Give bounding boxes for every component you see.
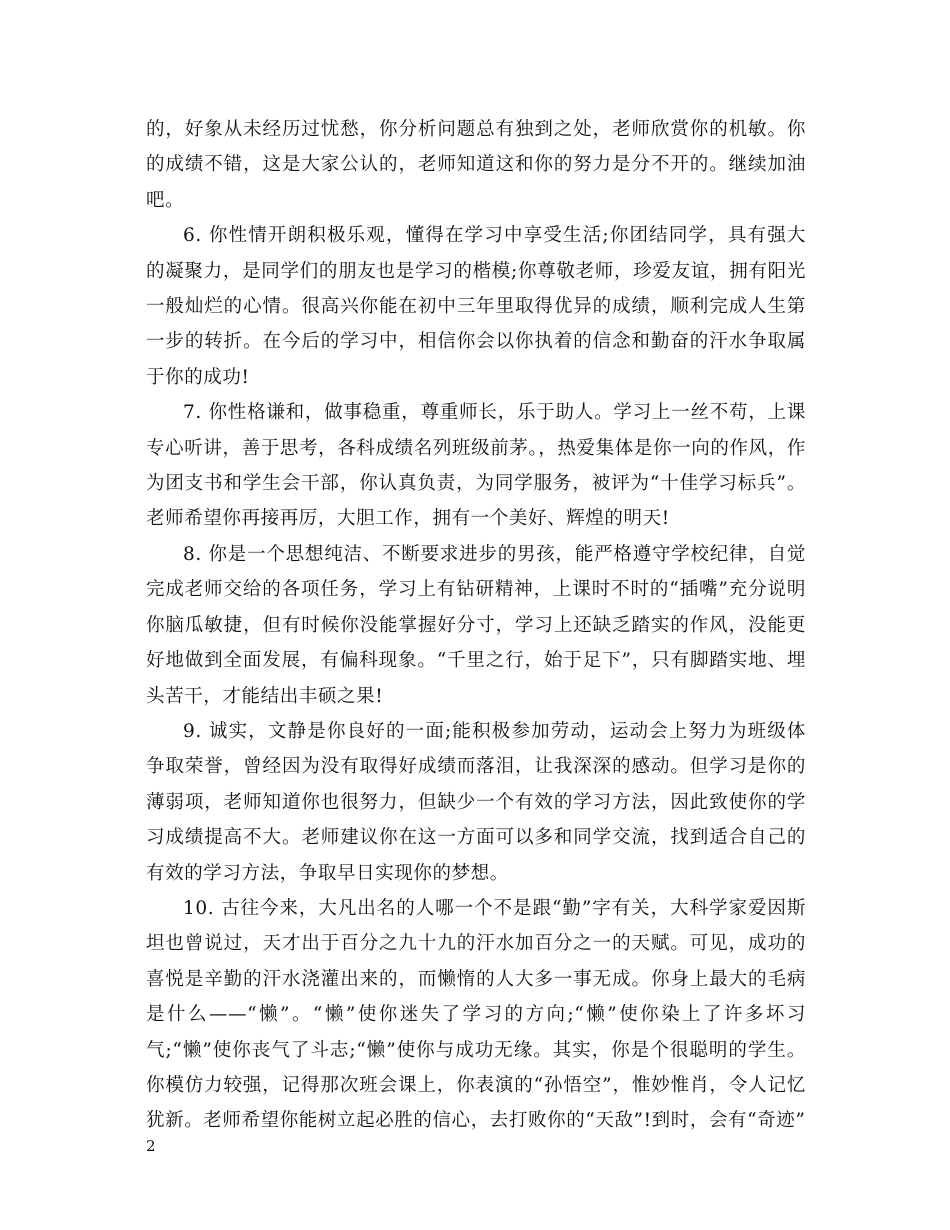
paragraph-comment-9: 9. 诚实，文静是你良好的一面;能积极参加劳动，运动会上努力为班级体争取荣誉，曾经因为没有取得好成绩而落泪，让我深深的感动。但学习是你的薄弱项，老师知道你也很努力，但缺少一个有效的学习方法，因此致使你的学习成绩提高不大。老师建议你在这一方面可以多和同学交流，找到适合自己的有效的学习方法，争取早日实现你的梦想。: [146, 720, 806, 884]
paragraph-comment-10: 10. 古往今来，大凡出名的人哪一个不是跟“勤”字有关，大科学家爱因斯坦也曾说过，天才出于百分之九十九的汗水加百分之一的天赋。可见，成功的喜悦是辛勤的汗水浇灌出来的，而懒惰的人大多一事无成。你身上最大的毛病是什么——“懒”。“懒”使你迷失了学习的方向;“懒”使你染上了许多坏习气;“懒”使你丧气了斗志;“懒”使你与成功无缘。其实，你是个很聪明的学生。你模仿力较强，记得那次班会课上，你表演的“孙悟空”，惟妙惟肖，令人记忆犹新。老师希望你能树立起必胜的信心，去打败你的“天敌”!到时，会有“奇迹”: [146, 897, 806, 1132]
paragraph-comment-6: 6. 你性情开朗积极乐观，懂得在学习中享受生活;你团结同学，具有强大的凝聚力，是同学们的朋友也是学习的楷模;你尊敬老师，珍爱友谊，拥有阳光一般灿烂的心情。很高兴你能在初中三年里取得优异的成绩，顺利完成人生第一步的转折。在今后的学习中，相信你会以你执着的信念和勤奋的汗水争取属于你的成功!: [146, 225, 806, 388]
paragraph-comment-8: 8. 你是一个思想纯洁、不断要求进步的男孩，能严格遵守学校纪律，自觉完成老师交给的各项任务，学习上有钻研精神，上课时不时的“插嘴”充分说明你脑瓜敏捷，但有时候你没能掌握好分寸，学习上还缺乏踏实的作风，没能更好地做到全面发展，有偏科现象。“千里之行，始于足下”，只有脚踏实地、埋头苦干，才能结出丰硕之果!: [146, 543, 806, 707]
paragraph-continuation: 的，好象从未经历过忧愁，你分析问题总有独到之处，老师欣赏你的机敏。你的成绩不错，这是大家公认的，老师知道这和你的努力是分不开的。继续加油吧。: [146, 119, 806, 211]
paragraph-comment-7: 7. 你性格谦和，做事稳重，尊重师长，乐于助人。学习上一丝不苟，上课专心听讲，善于思考，各科成绩名列班级前茅。，热爱集体是你一向的作风，作为团支书和学生会干部，你认真负责，为同学服务，被评为“十佳学习标兵”。老师希望你再接再厉，大胆工作，拥有一个美好、辉煌的明天!: [146, 402, 806, 530]
document-body: [146, 112, 806, 1139]
page-number: 2: [146, 1137, 156, 1155]
